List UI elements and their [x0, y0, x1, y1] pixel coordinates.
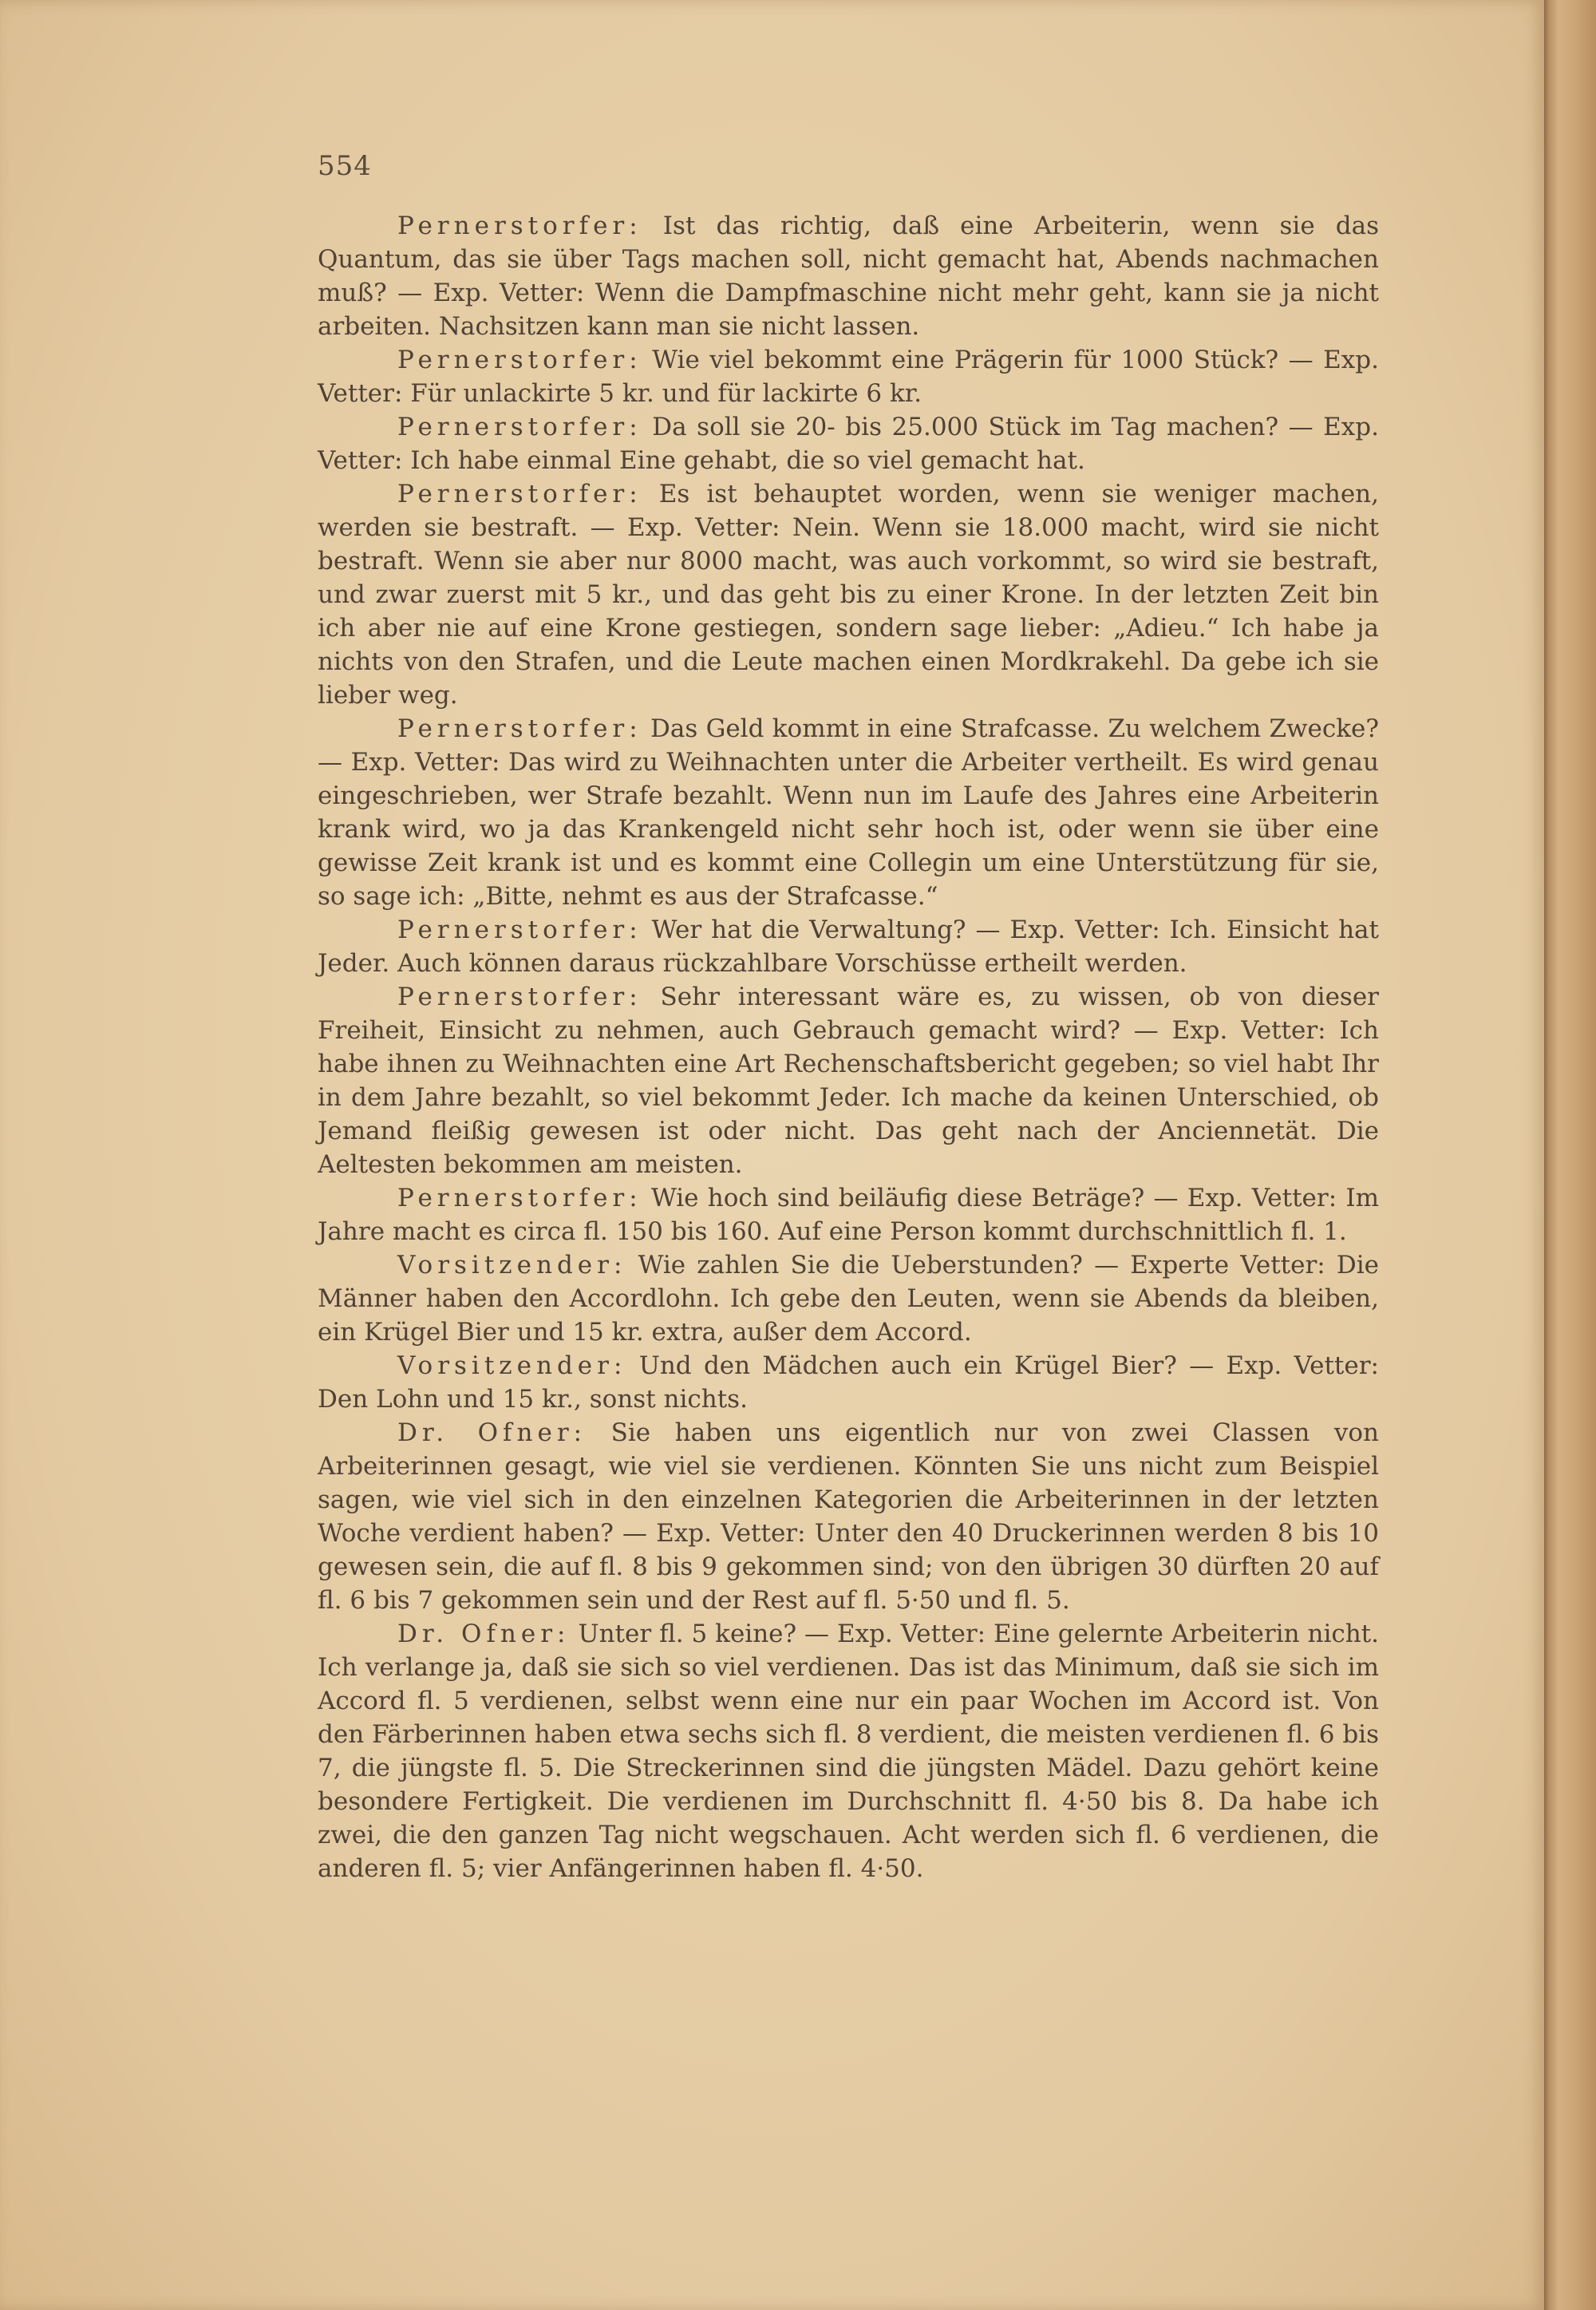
speaker-name: Pernerstorfer: [397, 413, 642, 441]
paragraph-text: Wie viel bekommt eine Prägerin für 1000 Stück? — Exp. Vetter: Für unlackirte 5 kr. und für lackirte 6 kr. [318, 346, 1379, 408]
paragraph-text: Unter fl. 5 keine? — Exp. Vetter: Eine gelernte Arbeiterin nicht. Ich verlange ja, daß sie sich so viel verdienen. Das ist das Minimum, daß sie sich im Accord fl. 5 verdienen, selbst wenn eine nur ein paar Wochen im Accord ist. Von den Färberinnen haben etwa sechs sich fl. 8 verdient, die meisten verdienen fl. 6 bis 7, die jüngste fl. 5. Die Streckerinnen sind die jüngsten Mädel. Dazu gehört keine besondere Fertigkeit. Die verdienen im Durchschnitt fl. 4·50 bis 8. Da habe ich zwei, die den ganzen Tag nicht wegschauen. Acht werden sich fl. 6 verdienen, die anderen fl. 5; vier Anfängerinnen haben fl. 4·50. [318, 1620, 1379, 1883]
paragraph-text: Wer hat die Verwaltung? — Exp. Vetter: Ich. Einsicht hat Jeder. Auch können daraus rückzahlbare Vorschüsse ertheilt werden. [318, 916, 1379, 978]
paragraph [318, 1416, 1379, 1617]
speaker-name: Vorsitzender: [397, 1251, 627, 1280]
paragraph [318, 1181, 1379, 1248]
paragraph-text: Und den Mädchen auch ein Krügel Bier? — Exp. Vetter: Den Lohn und 15 kr., sonst nichts. [318, 1351, 1380, 1414]
page-number: 554 [318, 150, 372, 182]
paragraph [318, 1349, 1379, 1416]
speaker-name: Pernerstorfer: [397, 714, 642, 743]
paragraph [318, 209, 1379, 343]
speaker-name: Pernerstorfer: [397, 983, 642, 1011]
speaker-name: Vorsitzender: [397, 1351, 627, 1380]
paragraph [318, 343, 1379, 410]
paragraph [318, 712, 1379, 913]
paragraph [318, 1248, 1379, 1349]
paragraph-text: Es ist behauptet worden, wenn sie weniger machen, werden sie bestraft. — Exp. Vetter: Nein. Wenn sie 18.000 macht, wird sie nicht bestraft. Wenn sie aber nur 8000 macht, was auch vorkommt, so wird sie bestraft, und zwar zuerst mit 5 kr., und das geht bis zu einer Krone. In der letzten Zeit bin ich aber nie auf eine Krone gestiegen, sondern sage lieber: „Adieu.“ Ich habe ja nichts von den Strafen, und die Leute machen einen Mordkrakehl. Da gebe ich sie lieber weg. [318, 480, 1379, 710]
paragraph-text: Da soll sie 20- bis 25.000 Stück im Tag machen? — Exp. Vetter: Ich habe einmal Eine gehabt, die so viel gemacht hat. [318, 413, 1379, 475]
book-binding-edge [1544, 0, 1596, 2310]
speaker-name: Dr. Ofner: [397, 1620, 571, 1648]
paragraph-text: Das Geld kommt in eine Strafcasse. Zu welchem Zwecke? — Exp. Vetter: Das wird zu Weihnachten unter die Arbeiter vertheilt. Es wird genau eingeschrieben, wer Strafe bezahlt. Wenn nun im Laufe des Jahres eine Arbeiterin krank wird, wo ja das Krankengeld nicht sehr hoch ist, oder wenn sie über eine gewisse Zeit krank ist und es kommt eine Collegin um eine Unterstützung für sie, so sage ich: „Bitte, nehmt es aus der Strafcasse.“ [318, 714, 1379, 911]
paragraph-text: Wie zahlen Sie die Ueberstunden? — Experte Vetter: Die Männer haben den Accordlohn. Ich gebe den Leuten, wenn sie Abends da bleiben, ein Krügel Bier und 15 kr. extra, außer dem Accord. [318, 1251, 1379, 1347]
speaker-name: Pernerstorfer: [397, 346, 642, 374]
paragraph [318, 980, 1379, 1181]
paragraph-text: Sie haben uns eigentlich nur von zwei Classen von Arbeiterinnen gesagt, wie viel sie verdienen. Könnten Sie uns nicht zum Beispiel sagen, wie viel sich in den einzelnen Kategorien die Arbeiterinnen in der letzten Woche verdient haben? — Exp. Vetter: Unter den 40 Druckerinnen werden 8 bis 10 gewesen sein, die auf fl. 8 bis 9 gekommen sind; von den übrigen 30 dürften 20 auf fl. 6 bis 7 gekommen sein und der Rest auf fl. 5·50 und fl. 5. [318, 1418, 1379, 1615]
speaker-name: Pernerstorfer: [397, 916, 642, 944]
speaker-name: Pernerstorfer: [397, 480, 642, 508]
paragraph-text: Sehr interessant wäre es, zu wissen, ob von dieser Freiheit, Einsicht zu nehmen, auch Gebrauch gemacht wird? — Exp. Vetter: Ich habe ihnen zu Weihnachten eine Art Rechenschaftsbericht gegeben; so viel habt Ihr in dem Jahre bezahlt, so viel bekommt Jeder. Ich mache da keinen Unterschied, ob Jemand fleißig gewesen ist oder nicht. Das geht nach der Anciennetät. Die Aeltesten bekommen am meisten. [318, 983, 1379, 1179]
paragraph [318, 913, 1379, 980]
paragraph [318, 1617, 1379, 1885]
speaker-name: Dr. Ofner: [397, 1418, 587, 1447]
paragraph-text: Ist das richtig, daß eine Arbeiterin, wenn sie das Quantum, das sie über Tags machen soll, nicht gemacht hat, Abends nachmachen muß? — Exp. Vetter: Wenn die Dampfmaschine nicht mehr geht, kann sie ja nicht arbeiten. Nachsitzen kann man sie nicht lassen. [318, 212, 1379, 341]
speaker-name: Pernerstorfer: [397, 212, 642, 240]
paragraph [318, 410, 1379, 477]
paragraph-text: Wie hoch sind beiläufig diese Beträge? — Exp. Vetter: Im Jahre macht es circa fl. 150 bis 160. Auf eine Person kommt durchschnittlich fl. 1. [318, 1184, 1379, 1246]
speaker-name: Pernerstorfer: [397, 1184, 642, 1212]
paragraph [318, 477, 1379, 712]
page-text [318, 209, 1379, 1885]
